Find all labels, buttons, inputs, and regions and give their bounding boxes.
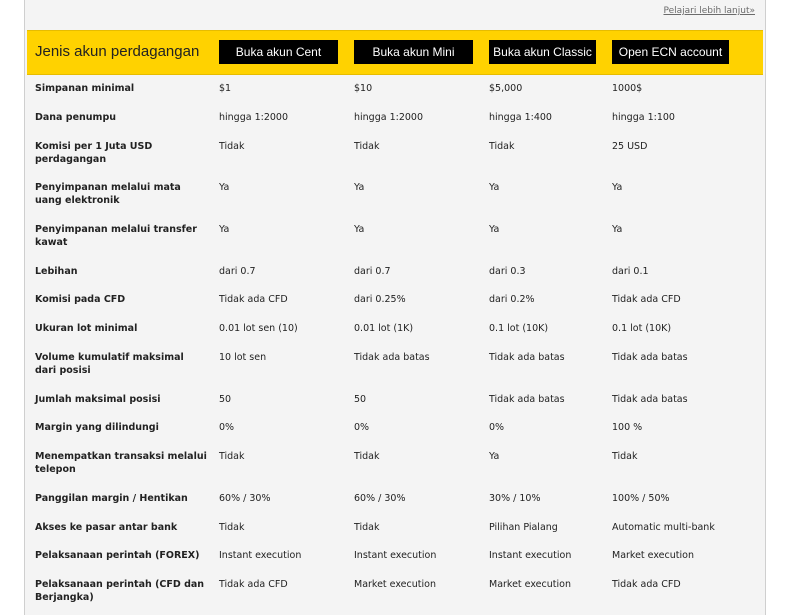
mini-value: dari 0.25% <box>354 294 406 305</box>
mini-value: Tidak ada batas <box>354 352 430 363</box>
classic-value: Ya <box>489 224 500 235</box>
table-row <box>27 484 763 513</box>
ecn-value: hingga 1:100 <box>612 112 675 123</box>
table-row <box>27 570 763 612</box>
cent-value: hingga 1:2000 <box>219 112 289 123</box>
mini-value: Tidak <box>354 522 380 533</box>
classic-value: Instant execution <box>489 550 572 561</box>
row-label: Penyimpanan melalui transfer kawat <box>35 224 197 248</box>
classic-value: Market execution <box>489 579 571 590</box>
mini-value: hingga 1:2000 <box>354 112 424 123</box>
cent-value: 60% / 30% <box>219 493 271 504</box>
ecn-value: Tidak ada CFD <box>612 579 681 590</box>
row-label: Pelaksanaan perintah (FOREX) <box>35 550 200 561</box>
open-classic-account-button[interactable]: Buka akun Classic <box>489 40 596 64</box>
mini-value: dari 0.7 <box>354 266 391 277</box>
comparison-table <box>27 74 763 612</box>
mini-value: Ya <box>354 224 365 235</box>
cent-value: Tidak <box>219 522 245 533</box>
ecn-value: 100 % <box>612 422 643 433</box>
open-cent-account-button[interactable]: Buka akun Cent <box>219 40 338 64</box>
mini-value: $10 <box>354 83 373 94</box>
table-row <box>27 173 763 215</box>
classic-value: Ya <box>489 451 500 462</box>
row-label: Dana penumpu <box>35 112 117 123</box>
table-row <box>27 413 763 442</box>
ecn-value: Ya <box>612 224 623 235</box>
classic-value: Tidak ada batas <box>489 352 565 363</box>
table-row <box>27 285 763 314</box>
table-row <box>27 215 763 257</box>
classic-value: 30% / 10% <box>489 493 541 504</box>
mini-value: Tidak <box>354 141 380 152</box>
table-row <box>27 541 763 570</box>
ecn-value: 1000$ <box>612 83 643 94</box>
cent-value: 10 lot sen <box>219 352 267 363</box>
mini-value: 0% <box>354 422 370 433</box>
cent-value: Tidak <box>219 141 245 152</box>
mini-value: Tidak <box>354 451 380 462</box>
classic-value: 0% <box>489 422 505 433</box>
table-row <box>27 385 763 413</box>
mini-value: Market execution <box>354 579 436 590</box>
classic-value: Tidak <box>489 141 515 152</box>
cent-value: Ya <box>219 224 230 235</box>
row-label: Simpanan minimal <box>35 83 135 94</box>
classic-value: dari 0.2% <box>489 294 535 305</box>
row-label: Komisi per 1 Juta USD perdagangan <box>35 141 153 165</box>
row-label: Volume kumulatif maksimal dari posisi <box>35 352 184 376</box>
table-row <box>27 74 763 103</box>
row-label: Komisi pada CFD <box>35 294 126 305</box>
mini-value: 0.01 lot (1K) <box>354 323 414 334</box>
ecn-value: Automatic multi-bank <box>612 522 715 533</box>
table-row <box>27 314 763 343</box>
table-row <box>27 257 763 285</box>
ecn-value: 100% / 50% <box>612 493 670 504</box>
learn-more-link[interactable]: Pelajari lebih lanjut» <box>663 6 755 16</box>
row-label: Margin yang dilindungi <box>35 422 159 433</box>
classic-value: $5,000 <box>489 83 523 94</box>
cent-value: dari 0.7 <box>219 266 256 277</box>
ecn-value: 25 USD <box>612 141 648 152</box>
row-label: Pelaksanaan perintah (CFD dan Berjangka) <box>35 579 205 603</box>
row-label: Jumlah maksimal posisi <box>35 394 161 405</box>
row-label: Panggilan margin / Hentikan <box>35 493 188 504</box>
ecn-value: Tidak ada batas <box>612 352 688 363</box>
account-types-title: Jenis akun perdagangan <box>35 43 200 60</box>
cent-value: 50 <box>219 394 232 405</box>
row-label: Ukuran lot minimal <box>35 323 138 334</box>
cent-value: 0% <box>219 422 235 433</box>
table-row <box>27 513 763 541</box>
cent-value: Tidak ada CFD <box>219 579 288 590</box>
classic-value: Pilihan Pialang <box>489 522 558 533</box>
row-label: Akses ke pasar antar bank <box>35 522 178 533</box>
classic-value: hingga 1:400 <box>489 112 552 123</box>
ecn-value: Tidak ada batas <box>612 394 688 405</box>
mini-value: Ya <box>354 182 365 193</box>
ecn-value: dari 0.1 <box>612 266 649 277</box>
ecn-value: Tidak ada CFD <box>612 294 681 305</box>
classic-value: Ya <box>489 182 500 193</box>
account-comparison-panel <box>24 0 766 615</box>
mini-value: Instant execution <box>354 550 437 561</box>
ecn-value: Tidak <box>612 451 638 462</box>
cent-value: Tidak <box>219 451 245 462</box>
mini-value: 60% / 30% <box>354 493 406 504</box>
table-row <box>27 442 763 484</box>
row-label: Menempatkan transaksi melalui telepon <box>35 451 207 475</box>
ecn-value: 0.1 lot (10K) <box>612 323 672 334</box>
row-label: Penyimpanan melalui mata uang elektronik <box>35 182 181 206</box>
table-row <box>27 132 763 173</box>
cent-value: Tidak ada CFD <box>219 294 288 305</box>
open-mini-account-button[interactable]: Buka akun Mini <box>354 40 473 64</box>
ecn-value: Ya <box>612 182 623 193</box>
cent-value: $1 <box>219 83 232 94</box>
ecn-value: Market execution <box>612 550 694 561</box>
cent-value: Instant execution <box>219 550 302 561</box>
classic-value: dari 0.3 <box>489 266 526 277</box>
table-row <box>27 103 763 132</box>
cent-value: 0.01 lot sen (10) <box>219 323 298 334</box>
classic-value: Tidak ada batas <box>489 394 565 405</box>
row-label: Lebihan <box>35 266 78 277</box>
table-header <box>27 30 763 75</box>
open-ecn-account-button[interactable]: Open ECN account <box>612 40 729 64</box>
classic-value: 0.1 lot (10K) <box>489 323 549 334</box>
mini-value: 50 <box>354 394 367 405</box>
table-row <box>27 343 763 385</box>
cent-value: Ya <box>219 182 230 193</box>
